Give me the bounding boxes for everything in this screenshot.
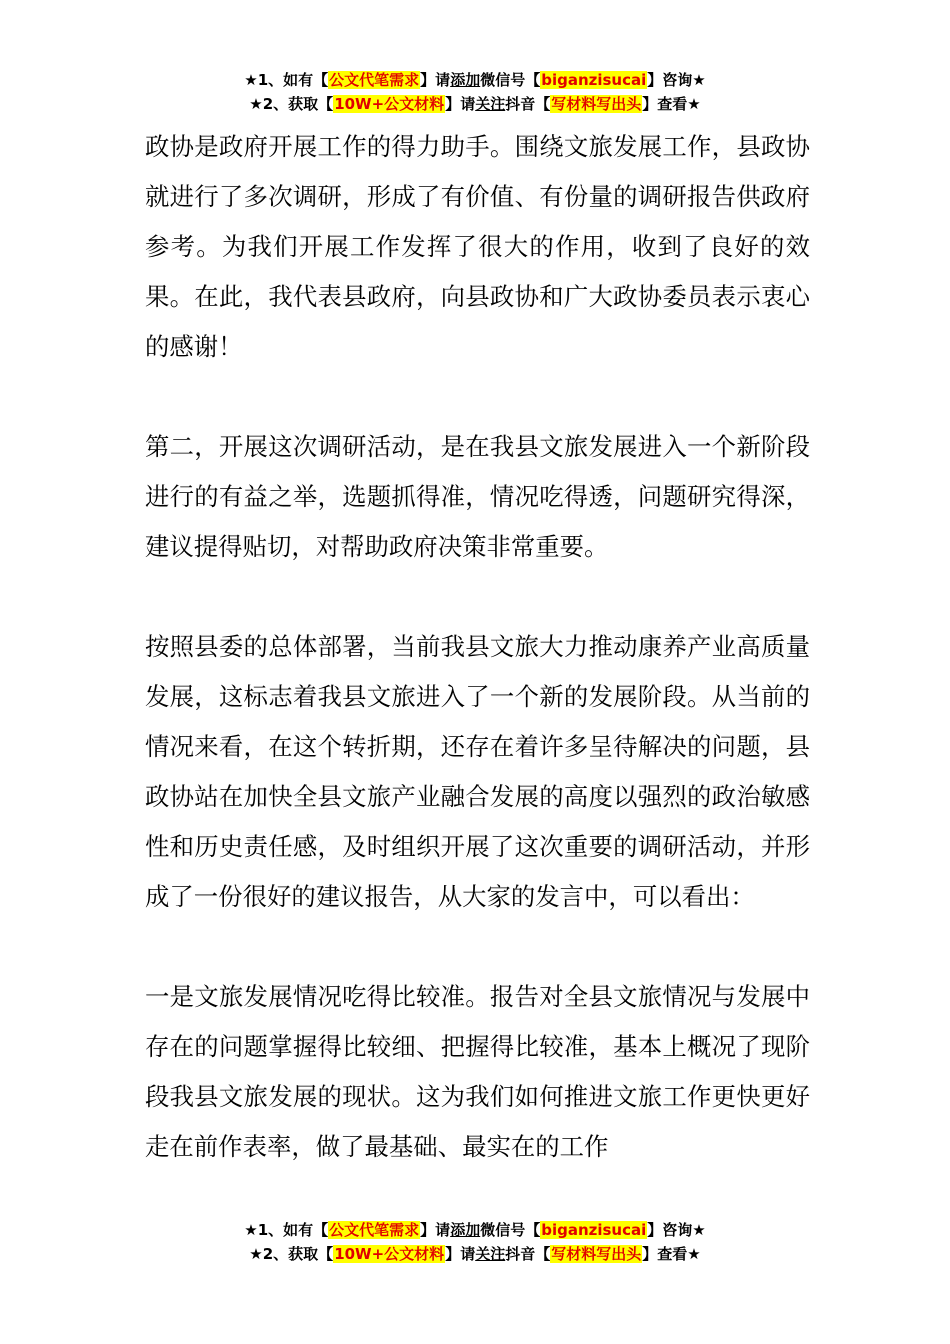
banner-text: 】请 [420, 71, 451, 89]
banner-text: 微信号【 [480, 71, 541, 89]
bottom-banner [0, 1218, 950, 1266]
banner-highlight: 写材料写出头 [551, 1245, 642, 1263]
banner-text: 】咨询★ [647, 71, 706, 89]
banner-text: ★2、获取【 [249, 95, 334, 113]
paragraph: 第二，开展这次调研活动，是在我县文旅发展进入一个新阶段进行的有益之举，选题抓得准，情况吃得透，问题研究得深，建议提得贴切，对帮助政府决策非常重要。 [145, 432, 810, 561]
banner-text: 】咨询★ [647, 1221, 706, 1239]
document-body [145, 122, 810, 1222]
banner-underline: 关注 [475, 1245, 506, 1263]
banner-text: 抖音【 [505, 95, 551, 113]
banner-underline: 添加 [450, 1221, 481, 1239]
banner-text: 】请 [445, 95, 476, 113]
paragraph: 按照县委的总体部署，当前我县文旅大力推动康养产业高质量发展，这标志着我县文旅进入了一个新的发展阶段。从当前的情况来看，在这个转折期，还存在着许多呈待解决的问题，县政协站在加快全县文旅产业融合发展的高度以强烈的政治敏感性和历史责任感，及时组织开展了这次重要的调研活动，并形成了一份很好的建议报告，从大家的发言中，可以看出： [145, 632, 810, 911]
banner-line-1 [0, 1218, 950, 1242]
banner-text: 抖音【 [505, 1245, 551, 1263]
banner-text: ★1、如有【 [244, 1221, 329, 1239]
banner-highlight: 写材料写出头 [551, 95, 642, 113]
banner-highlight: 公文代笔需求 [329, 1221, 420, 1239]
banner-highlight: biganzisucai [541, 71, 647, 89]
top-banner [0, 68, 950, 116]
banner-line-1 [0, 68, 950, 92]
banner-highlight: 公文代笔需求 [329, 71, 420, 89]
banner-text: ★1、如有【 [244, 71, 329, 89]
paragraph: 一是文旅发展情况吃得比较准。报告对全县文旅情况与发展中存在的问题掌握得比较细、把握得比较准，基本上概况了现阶段我县文旅发展的现状。这为我们如何推进文旅工作更快更好走在前作表率，做了最基础、最实在的工作 [145, 982, 810, 1161]
paragraph: 政协是政府开展工作的得力助手。围绕文旅发展工作，县政协就进行了多次调研，形成了有价值、有份量的调研报告供政府参考。为我们开展工作发挥了很大的作用，收到了良好的效果。在此，我代表县政府，向县政协和广大政协委员表示衷心的感谢！ [145, 132, 810, 361]
banner-text: 】查看★ [642, 1245, 701, 1263]
banner-underline: 关注 [475, 95, 506, 113]
banner-text: 】请 [420, 1221, 451, 1239]
banner-text: 】请 [445, 1245, 476, 1263]
banner-text: 微信号【 [480, 1221, 541, 1239]
banner-line-2 [0, 92, 950, 116]
banner-highlight: 10W+公文材料 [334, 1245, 445, 1263]
banner-highlight: biganzisucai [541, 1221, 647, 1239]
banner-highlight: 10W+公文材料 [334, 95, 445, 113]
banner-text: ★2、获取【 [249, 1245, 334, 1263]
banner-line-2 [0, 1242, 950, 1266]
banner-underline: 添加 [450, 71, 481, 89]
banner-text: 】查看★ [642, 95, 701, 113]
